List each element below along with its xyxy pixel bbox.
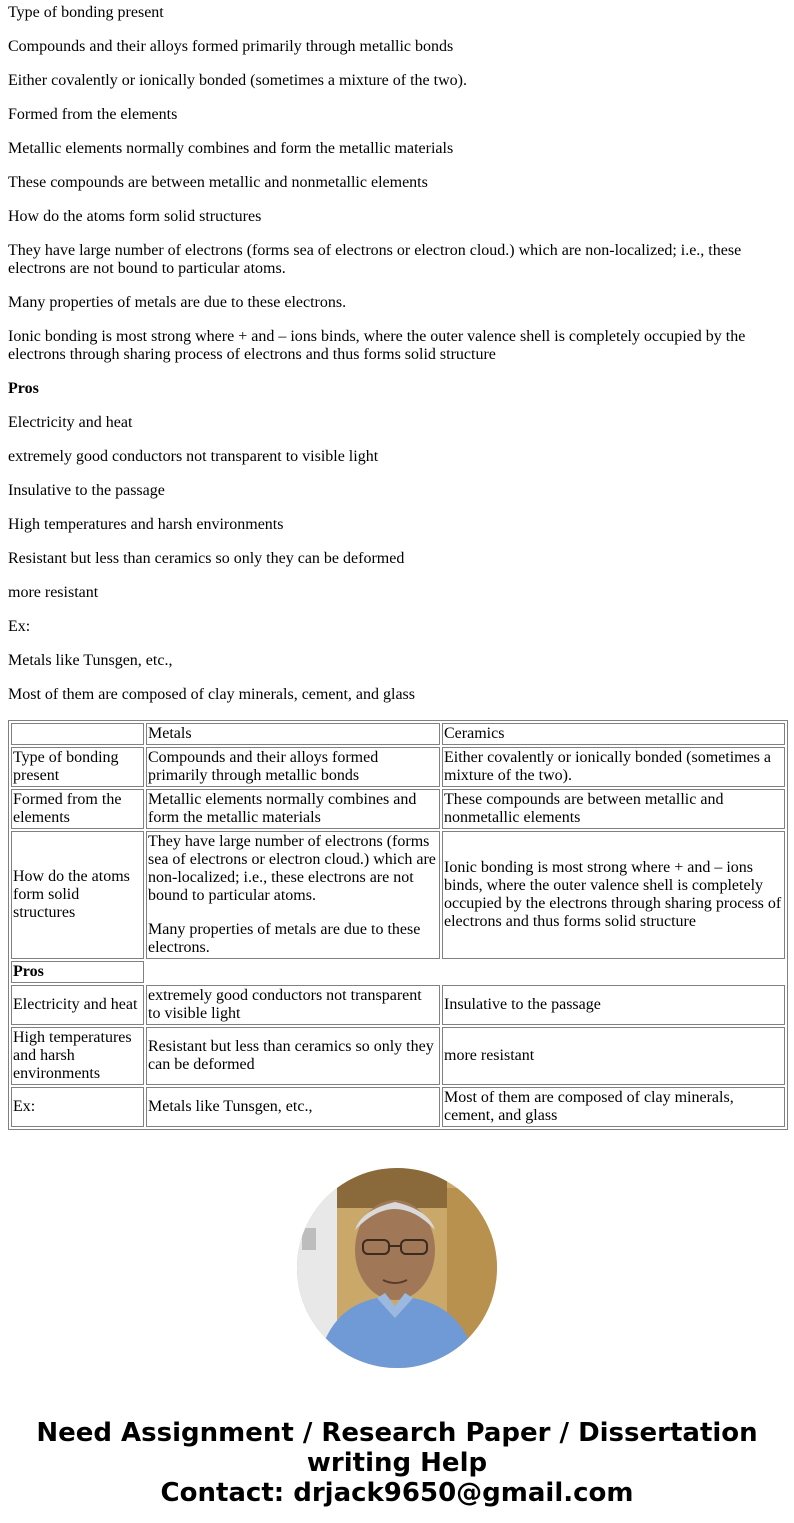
paragraph: Compounds and their alloys formed primarily through metallic bonds xyxy=(8,38,454,55)
paragraph-bold-text: Pros xyxy=(8,380,39,397)
paragraph: High temperatures and harsh environments xyxy=(8,516,284,533)
section-label: Pros xyxy=(13,963,44,980)
table-header-cell: Ceramics xyxy=(442,723,785,745)
table-cell xyxy=(146,985,440,1025)
table-cell xyxy=(442,1087,785,1127)
paragraph: Many properties of metals are due to these electrons. xyxy=(8,294,347,311)
table-header-cell: Metals xyxy=(146,723,440,745)
table-row xyxy=(11,1087,785,1127)
table-cell xyxy=(11,789,144,829)
banner-line-1: Need Assignment / Research Paper / Dissertation xyxy=(36,1418,758,1448)
cell-text: Electricity and heat xyxy=(13,996,138,1013)
cell-text: Either covalently or ionically bonded (sometimes a mixture of the two). xyxy=(444,749,772,784)
paragraph: They have large number of electrons (forms sea of electrons or electron cloud.) which are non-localized; i.e., these electrons are not bound to particular atoms. xyxy=(8,242,742,277)
table-cell xyxy=(11,1087,144,1127)
table-header-row xyxy=(11,723,785,745)
table-cell xyxy=(11,831,144,959)
cell-text: Formed from the elements xyxy=(13,791,122,826)
paragraph: Ionic bonding is most strong where + and – ions binds, where the outer valence shell is completely occupied by the electrons through sharing process of electrons and thus forms solid structure xyxy=(8,328,746,363)
cell-text: Ex: xyxy=(13,1098,36,1115)
paragraph: How do the atoms form solid structures xyxy=(8,208,262,225)
table-cell xyxy=(146,1027,440,1085)
paragraph: Electricity and heat xyxy=(8,414,133,431)
table-row xyxy=(11,985,785,1025)
table-cell xyxy=(11,985,144,1025)
table-row xyxy=(11,789,785,829)
cell-text: How do the atoms form solid structures xyxy=(13,868,130,921)
table-cell xyxy=(11,747,144,787)
photo-container xyxy=(8,1168,786,1368)
paragraph: Formed from the elements xyxy=(8,106,178,123)
paragraph: extremely good conductors not transparent to visible light xyxy=(8,448,379,465)
paragraph: more resistant xyxy=(8,584,99,601)
table-cell xyxy=(146,1087,440,1127)
paragraph: These compounds are between metallic and nonmetallic elements xyxy=(8,174,428,191)
cell-text: They have large number of electrons (forms sea of electrons or electron cloud.) which are non-localized; i.e., these electrons are not bound to particular atoms. xyxy=(148,833,436,904)
paragraph: Most of them are composed of clay minerals, cement, and glass xyxy=(8,686,415,703)
cell-text: Insulative to the passage xyxy=(444,996,601,1013)
table-row xyxy=(11,1027,785,1085)
table-cell xyxy=(11,1027,144,1085)
table-cell xyxy=(146,831,440,959)
table-cell xyxy=(442,985,785,1025)
paragraph-list xyxy=(8,4,786,704)
table-cell xyxy=(442,789,785,829)
cell-text: Resistant but less than ceramics so only they can be deformed xyxy=(148,1038,434,1073)
cell-text: Many properties of metals are due to these electrons. xyxy=(148,921,421,956)
empty-cell xyxy=(146,961,440,983)
cell-text: Metals like Tunsgen, etc., xyxy=(148,1098,313,1115)
table-section-row xyxy=(11,961,785,983)
cell-text: Type of bonding present xyxy=(13,749,119,784)
author-photo xyxy=(297,1168,497,1368)
paragraph: Either covalently or ionically bonded (sometimes a mixture of the two). xyxy=(8,72,467,89)
paragraph: Ex: xyxy=(8,618,31,635)
paragraph: Metals like Tunsgen, etc., xyxy=(8,652,173,669)
table-cell xyxy=(442,1027,785,1085)
empty-cell xyxy=(442,961,785,983)
banner-line-2: writing Help xyxy=(306,1448,488,1478)
comparison-table xyxy=(8,720,788,1130)
paragraph: Type of bonding present xyxy=(8,4,164,21)
paragraph xyxy=(8,380,786,398)
banner-contact-line: Contact: drjack9650@gmail.com xyxy=(160,1478,634,1508)
table-row xyxy=(11,831,785,959)
cell-text: Metallic elements normally combines and form the metallic materials xyxy=(148,791,417,826)
cell-text: High temperatures and harsh environments xyxy=(13,1029,132,1082)
table-cell xyxy=(146,747,440,787)
cell-text: Most of them are composed of clay minerals, cement, and glass xyxy=(444,1089,734,1124)
cell-text: extremely good conductors not transparent to visible light xyxy=(148,987,422,1022)
paragraph: Insulative to the passage xyxy=(8,482,165,499)
cell-text: more resistant xyxy=(444,1047,535,1064)
cell-text: These compounds are between metallic and nonmetallic elements xyxy=(444,791,724,826)
paragraph: Resistant but less than ceramics so only they can be deformed xyxy=(8,550,405,567)
table-cell xyxy=(146,789,440,829)
table-header-cell xyxy=(11,723,144,745)
author-portrait-image xyxy=(297,1168,497,1368)
table-cell xyxy=(442,747,785,787)
cell-text: Ionic bonding is most strong where + and – ions binds, where the outer valence shell is completely occupied by the electrons through sharing process of electrons and thus forms solid structure xyxy=(444,859,782,930)
paragraph: Metallic elements normally combines and form the metallic materials xyxy=(8,140,454,157)
table-cell xyxy=(442,831,785,959)
cell-text: Compounds and their alloys formed primarily through metallic bonds xyxy=(148,749,379,784)
table-row xyxy=(11,747,785,787)
assignment-help-banner xyxy=(8,1418,786,1508)
table-section-cell xyxy=(11,961,144,983)
